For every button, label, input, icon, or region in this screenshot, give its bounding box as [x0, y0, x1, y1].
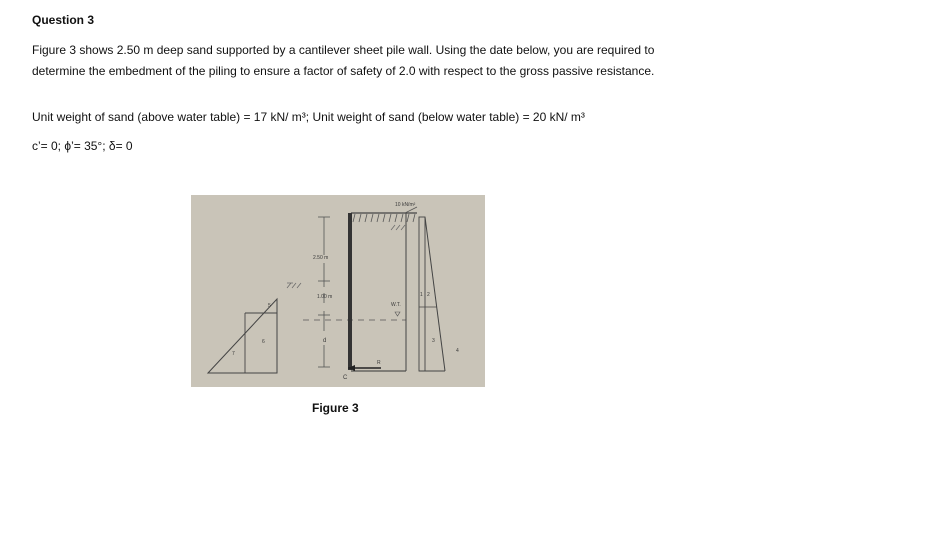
- zone-5-label: 5: [268, 303, 271, 309]
- unit-weights-line: Unit weight of sand (above water table) = 17 kN/ m³; Unit weight of sand (below water table) = 20 kN/ m³: [32, 110, 585, 124]
- sheet-pile-wall: [348, 213, 352, 370]
- depth-wt-label: 1.00 m: [317, 294, 333, 300]
- figure-caption: Figure 3: [312, 401, 359, 415]
- zone-6-label: 6: [262, 339, 265, 345]
- figure-background: [191, 195, 485, 387]
- zone-2-label: 2: [427, 292, 430, 298]
- sheet-pile-diagram: [191, 195, 485, 387]
- question-paragraph: Figure 3 shows 2.50 m deep sand supported by a cantilever sheet pile wall. Using the date below, you are required to determine the embedment of the piling to ensure a factor of safety of 2.0 with respect to the gross passive resistance.: [32, 43, 655, 78]
- reaction-label: R: [377, 360, 381, 366]
- zone-7-label: 7: [232, 351, 235, 357]
- soil-parameters-line: c’= 0; ϕ’= 35°; δ= 0: [32, 139, 133, 153]
- embedment-label: d: [323, 338, 327, 344]
- zone-1-label: 1: [420, 292, 423, 298]
- water-table-label: W.T.: [391, 302, 401, 308]
- zone-3-label: 3: [432, 338, 435, 344]
- sheet-pile-figure: [191, 195, 485, 387]
- question-heading: Question 3: [32, 13, 95, 27]
- zone-4-label: 4: [456, 348, 459, 354]
- depth-top-label: 2.50 m: [313, 255, 329, 261]
- point-c-label: C: [343, 375, 348, 381]
- surcharge-label: 10 kN/m²: [395, 202, 416, 208]
